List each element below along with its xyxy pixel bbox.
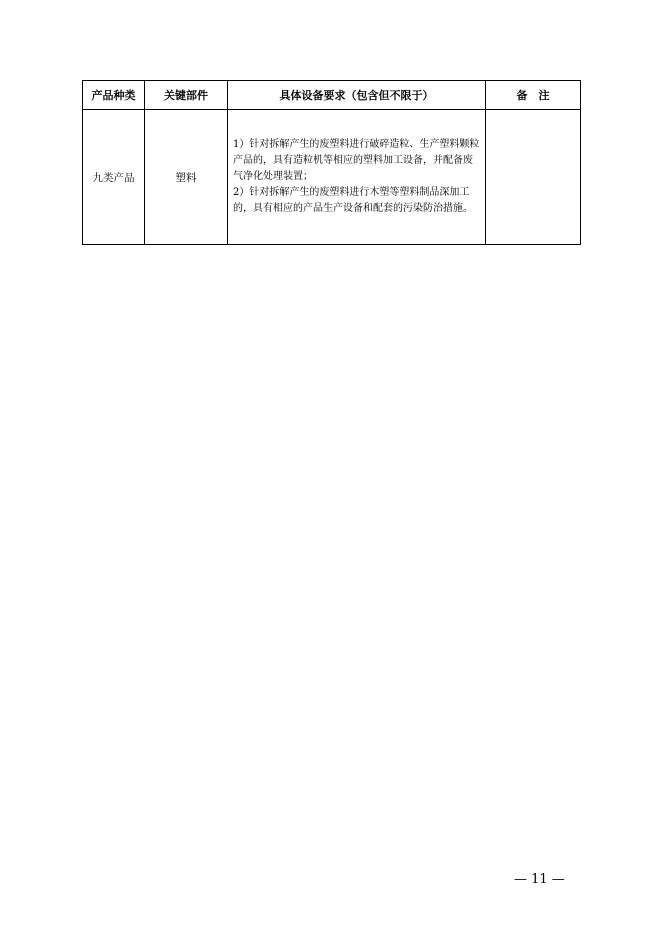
table-header-row <box>83 81 581 110</box>
page-number: — 11 — <box>514 872 565 887</box>
header-product-category: 产品种类 <box>83 81 145 110</box>
requirement-item-1: 1）针对拆解产生的废塑料进行破碎造粒、生产塑料颗粒产品的，具有造粒机等相应的塑料加工设备，并配备废气净化处理装置； <box>233 139 480 182</box>
requirement-item-2: 2）针对拆解产生的废塑料进行木塑等塑料制品深加工的，具有相应的产品生产设备和配套的污染防治措施。 <box>233 187 473 214</box>
header-remarks: 备 注 <box>486 81 581 110</box>
table-row <box>83 110 581 245</box>
header-equipment-requirements: 具体设备要求（包含但不限于） <box>228 81 486 110</box>
cell-product-category: 九类产品 <box>83 110 145 245</box>
cell-key-component: 塑料 <box>145 110 228 245</box>
cell-remarks <box>486 110 581 245</box>
equipment-requirements-table <box>82 80 581 245</box>
header-key-component: 关键部件 <box>145 81 228 110</box>
cell-equipment-requirements <box>228 110 486 245</box>
